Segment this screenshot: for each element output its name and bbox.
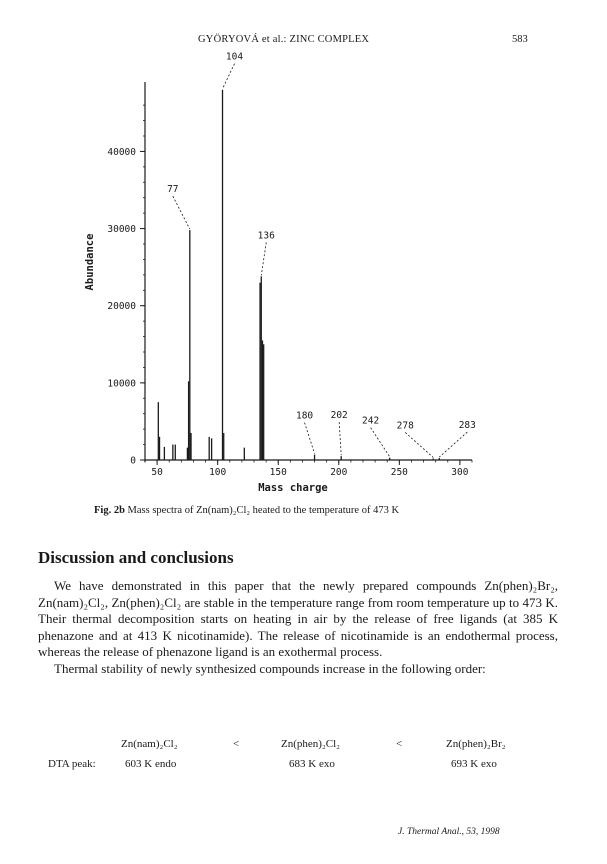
x-tick-label: 250 (390, 467, 408, 478)
x-tick-label: 50 (151, 467, 163, 478)
x-tick-label: 150 (269, 467, 287, 478)
running-header: GYÖRYOVÁ et al.: ZINC COMPLEX (198, 34, 370, 45)
section-heading: Discussion and conclusions (38, 548, 234, 567)
table-separator: < (396, 738, 403, 750)
peak-label-leader (305, 423, 315, 454)
chart-axes (107, 82, 472, 478)
peak-label: 104 (225, 51, 244, 63)
page-number: 583 (512, 34, 528, 45)
x-tick-label: 200 (330, 467, 348, 478)
peak-label-leader (261, 242, 266, 275)
figure-caption-label: Fig. 2b (94, 505, 125, 516)
y-tick-label: 40000 (107, 146, 136, 158)
y-tick-label: 20000 (107, 301, 136, 313)
peak-label: 136 (257, 230, 275, 242)
chart-peak-labels (167, 52, 476, 458)
table-row-label: DTA peak: (48, 758, 96, 770)
body-text (38, 578, 558, 677)
table-separator: < (233, 738, 240, 750)
y-axis-label: Abundance (84, 233, 96, 291)
table-value: 683 K exo (289, 758, 335, 770)
peak-label-leader (223, 64, 235, 89)
table-compound: Zn(nam)₂Cl₂ (121, 738, 178, 750)
y-tick-label: 30000 (107, 224, 136, 236)
table-compound: Zn(phen)₂Br₂ (446, 738, 506, 750)
x-tick-label: 300 (451, 467, 469, 478)
peak-label-leader (439, 432, 467, 457)
peak-label: 202 (330, 410, 348, 422)
peak-label: 180 (295, 410, 314, 422)
peak-label-leader (173, 196, 190, 229)
chart-peaks (158, 90, 439, 460)
peak-label: 242 (362, 415, 380, 427)
x-axis-label: Mass charge (258, 482, 328, 494)
table-value: 603 K endo (125, 758, 177, 770)
peak-label-leader (339, 422, 341, 455)
peak-label-leader (405, 432, 433, 457)
y-tick-label: 10000 (107, 378, 136, 390)
paragraph: Thermal stability of newly synthesized compounds increase in the following order: (54, 660, 486, 676)
journal-reference: J. Thermal Anal., 53, 1998 (398, 827, 500, 837)
table-compound: Zn(phen)₂Cl₂ (281, 738, 340, 750)
peak-label: 278 (396, 420, 414, 432)
peak-label: 77 (167, 184, 179, 196)
figure-caption (94, 505, 399, 516)
paragraph: We have demonstrated in this paper that the newly prepared compounds Zn(phen)₂Br₂, Zn(nam)₂Cl₂, Zn(phen)₂Cl₂ are stable in the temperature range from room temperature up to 473 K. Their thermal decomposition starts on heating in air by the release of free ligands (at 385 K phenazone and at 413 K nicotinamide). The release of nicotinamide is an endothermal process, whereas the release of phenazone ligand is an exothermal process. (38, 578, 558, 659)
table-value: 693 K exo (451, 758, 497, 770)
peak-label-leader (371, 428, 390, 457)
peak-label: 283 (458, 420, 476, 432)
figure-caption-text: Mass spectra of Zn(nam)₂Cl₂ heated to the temperature of 473 K (127, 505, 400, 516)
y-tick-label: 0 (130, 455, 136, 467)
x-tick-label: 100 (209, 467, 227, 478)
